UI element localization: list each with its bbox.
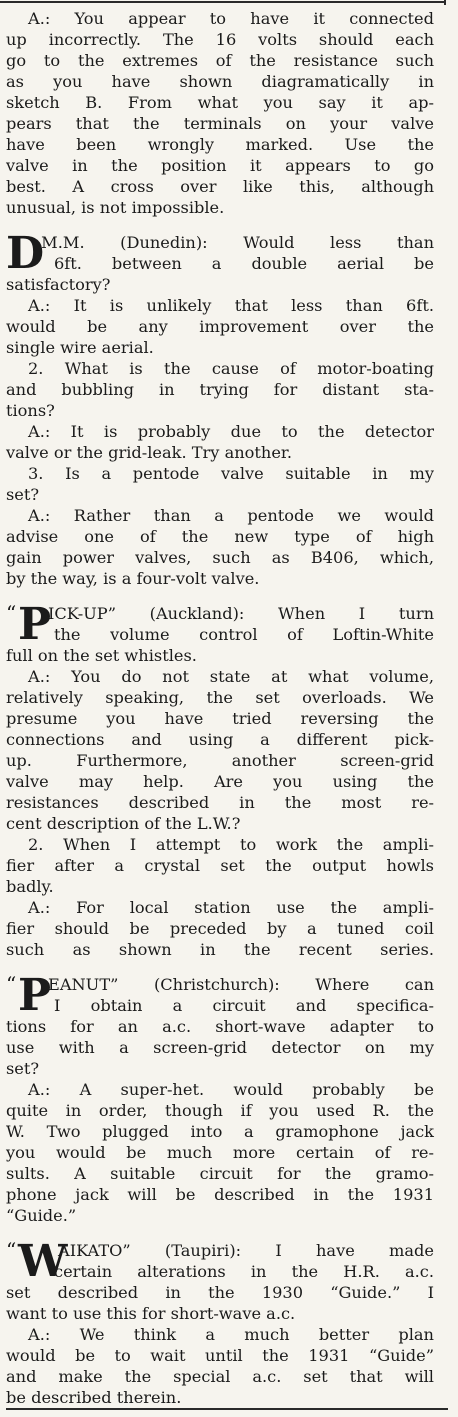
- text-line: have been wrongly marked. Use the: [6, 135, 434, 154]
- text-line: best. A cross over like this, although: [6, 177, 434, 196]
- text-line: advise one of the new type of high: [6, 527, 434, 546]
- text-line: presume you have tried reversing the: [6, 709, 434, 728]
- text-line: EANUT” (Christchurch): Where can: [48, 975, 434, 994]
- text-line: you would be much more certain of re-: [6, 1143, 434, 1162]
- text-line: set described in the 1930 “Guide.” I: [6, 1283, 434, 1302]
- text-line: valve may help. Are you using the: [6, 772, 434, 791]
- text-line: sketch B. From what you say it ap-: [6, 93, 434, 112]
- text-line: A.: A super-het. would probably be: [28, 1080, 434, 1099]
- text-line: would be to wait until the 1931 “Guide”: [6, 1346, 434, 1365]
- text-line: A.: It is unlikely that less than 6ft.: [28, 296, 434, 315]
- text-line: AIKATO” (Taupiri): I have made: [58, 1241, 434, 1260]
- text-line: tions for an a.c. short-wave adapter to: [6, 1017, 434, 1036]
- text-line: fier after a crystal set the output howls: [6, 856, 434, 875]
- text-line: A.: We think a much better plan: [28, 1325, 434, 1344]
- text-line: ICK-UP” (Auckland): When I turn: [48, 604, 434, 623]
- text-line: set?: [6, 1059, 40, 1078]
- text-line: I obtain a circuit and specifica-: [54, 996, 434, 1015]
- text-line: valve or the grid-leak. Try another.: [6, 443, 293, 462]
- open-quote: “: [6, 601, 17, 625]
- text-line: go to the extremes of the resistance such: [6, 51, 434, 70]
- text-line: up incorrectly. The 16 volts should each: [6, 30, 434, 49]
- text-line: phone jack will be described in the 1931: [6, 1185, 434, 1204]
- text-line: “Guide.”: [6, 1206, 77, 1225]
- text-line: as you have shown diagramatically in: [6, 72, 434, 91]
- text-line: set?: [6, 485, 40, 504]
- text-line: use with a screen-grid detector on my: [6, 1038, 434, 1057]
- drop-cap: P: [18, 599, 52, 650]
- drop-cap: P: [18, 970, 52, 1021]
- drop-cap: D: [6, 228, 45, 279]
- text-line: fier should be preceded by a tuned coil: [6, 919, 434, 938]
- query-peanut: [6, 970, 434, 1226]
- text-line: full on the set whistles.: [6, 646, 197, 665]
- text-line: the volume control of Loftin-White: [54, 625, 434, 644]
- text-line: sults. A suitable circuit for the gramo-: [6, 1164, 434, 1183]
- text-line: A.: Rather than a pentode we would: [28, 506, 434, 525]
- text-line: A.: It is probably due to the detector: [28, 422, 434, 441]
- query-pickup: [6, 599, 434, 960]
- text-line: W. Two plugged into a gramophone jack: [6, 1122, 434, 1141]
- text-line: satisfactory?: [6, 275, 111, 294]
- top-rule: [0, 0, 458, 5]
- text-line: A.: You do not state at what volume,: [28, 667, 434, 686]
- text-line: certain alterations in the H.R. a.c.: [54, 1262, 434, 1281]
- text-line: single wire aerial.: [6, 338, 154, 357]
- bottom-rule: [6, 1408, 448, 1410]
- text-line: want to use this for short-wave a.c.: [6, 1304, 296, 1323]
- text-line: relatively speaking, the set overloads. We: [6, 688, 434, 707]
- text-line: unusual, is not impossible.: [6, 198, 225, 217]
- text-line: pears that the terminals on your valve: [6, 114, 434, 133]
- text-line: A.: For local station use the ampli-: [28, 898, 434, 917]
- text-line: connections and using a different pick-: [6, 730, 434, 749]
- open-quote: “: [6, 1238, 17, 1262]
- text-line: valve in the position it appears to go: [6, 156, 434, 175]
- text-line: up. Furthermore, another screen-grid: [6, 751, 434, 770]
- text-line: tions?: [6, 401, 55, 420]
- text-line: resistances described in the most re-: [6, 793, 434, 812]
- text-line: would be any improvement over the: [6, 317, 434, 336]
- text-line: 3. Is a pentode valve suitable in my: [28, 464, 434, 483]
- text-line: and make the special a.c. set that will: [6, 1367, 434, 1386]
- query-dmm: [6, 228, 434, 589]
- text-line: badly.: [6, 877, 54, 896]
- text-line: 2. When I attempt to work the ampli-: [28, 835, 434, 854]
- open-quote: “: [6, 972, 17, 996]
- text-line: A.: You appear to have it connected: [28, 9, 434, 28]
- text-line: 6ft. between a double aerial be: [54, 254, 434, 273]
- text-line: be described therein.: [6, 1388, 182, 1407]
- text-line: such as shown in the recent series.: [6, 940, 434, 959]
- text-line: gain power valves, such as B406, which,: [6, 548, 434, 567]
- text-line: quite in order, though if you used R. the: [6, 1101, 434, 1120]
- text-line: cent description of the L.W.?: [6, 814, 241, 833]
- text-line: and bubbling in trying for distant sta-: [6, 380, 434, 399]
- drop-cap: W: [18, 1236, 68, 1287]
- query-waikato: [6, 1236, 434, 1408]
- text-line: .M.M. (Dunedin): Would less than: [36, 233, 434, 252]
- article-column: [6, 8, 434, 1408]
- text-line: by the way, is a four-volt valve.: [6, 569, 260, 588]
- answer-block-a: [6, 8, 434, 218]
- text-line: 2. What is the cause of motor-boating: [28, 359, 434, 378]
